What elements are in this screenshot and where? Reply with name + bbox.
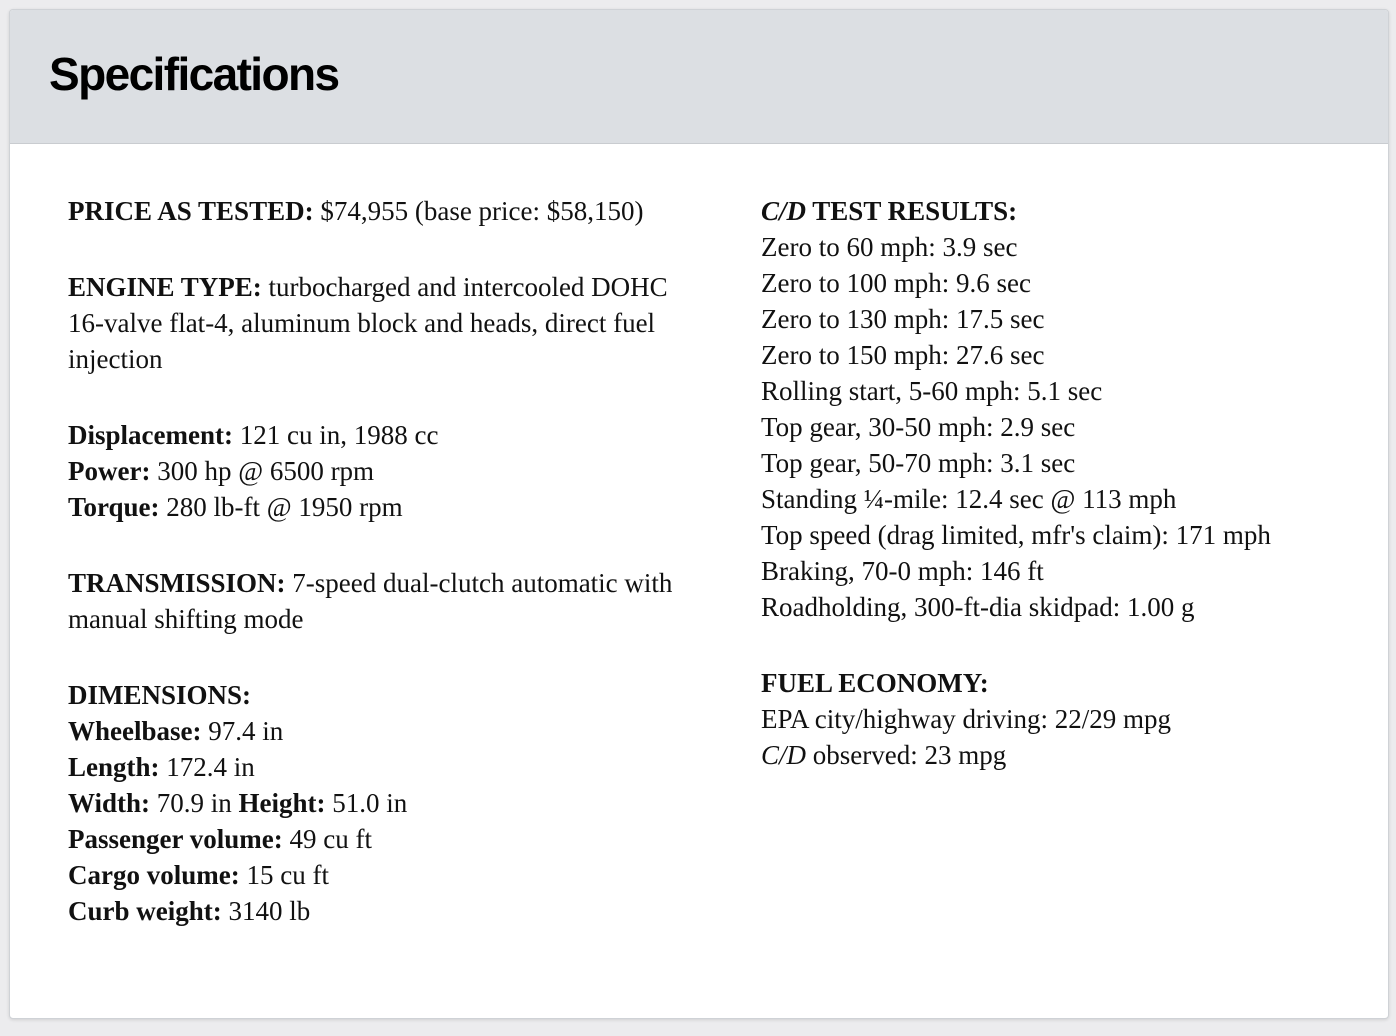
transmission-spec: [68, 565, 708, 637]
test-result-item: Zero to 100 mph: 9.6 sec: [761, 268, 1031, 298]
price-label: PRICE AS TESTED:: [68, 196, 314, 226]
curb-weight-value: 3140 lb: [228, 896, 311, 926]
passenger-volume-spec: [68, 821, 708, 857]
test-result-item: Zero to 150 mph: 27.6 sec: [761, 340, 1045, 370]
power-value: 300 hp @ 6500 rpm: [157, 456, 375, 486]
test-result-item: Braking, 70-0 mph: 146 ft: [761, 556, 1044, 586]
dimensions-spec: [68, 677, 708, 929]
test-result-item: Roadholding, 300-ft-dia skidpad: 1.00 g: [761, 592, 1195, 622]
power-label: Power:: [68, 456, 151, 486]
observed-fuel-economy: [761, 737, 1381, 773]
cargo-volume-value: 15 cu ft: [246, 860, 329, 890]
dimensions-label: [68, 677, 708, 713]
power-spec: [68, 453, 708, 489]
width-value: 70.9 in: [156, 788, 232, 818]
test-results-label: TEST RESULTS:: [812, 196, 1018, 226]
specifications-card: [9, 9, 1389, 1019]
engine-label: ENGINE TYPE:: [68, 272, 262, 302]
cargo-volume-spec: [68, 857, 708, 893]
test-result-item: Top gear, 30-50 mph: 2.9 sec: [761, 412, 1076, 442]
torque-label: Torque:: [68, 492, 160, 522]
test-result-item: Rolling start, 5-60 mph: 5.1 sec: [761, 376, 1103, 406]
epa-fuel-economy: EPA city/highway driving: 22/29 mpg: [761, 704, 1172, 734]
wheelbase-label: Wheelbase:: [68, 716, 202, 746]
dimensions-heading: DIMENSIONS:: [68, 680, 252, 710]
wheelbase-spec: [68, 713, 708, 749]
price-value: $74,955 (base price: $58,150): [320, 196, 644, 226]
test-result-item: Standing ¼-mile: 12.4 sec @ 113 mph: [761, 484, 1177, 514]
height-label: Height:: [238, 788, 326, 818]
length-value: 172.4 in: [166, 752, 255, 782]
passenger-volume-label: Passenger volume:: [68, 824, 283, 854]
page-title: Specifications: [49, 48, 339, 100]
displacement-value: 121 cu in, 1988 cc: [239, 420, 439, 450]
observed-value: observed: 23 mpg: [812, 740, 1007, 770]
test-results-spec: [761, 193, 1381, 625]
passenger-volume-value: 49 cu ft: [289, 824, 372, 854]
test-results-heading: [761, 193, 1381, 229]
height-value: 51.0 in: [332, 788, 408, 818]
price-spec: [68, 193, 708, 229]
specs-left-column: [68, 193, 708, 969]
test-result-item: Top speed (drag limited, mfr's claim): 171 mph: [761, 520, 1271, 550]
fuel-economy-label: FUEL ECONOMY:: [761, 668, 989, 698]
specs-right-column: [761, 193, 1381, 813]
cargo-volume-label: Cargo volume:: [68, 860, 240, 890]
wheelbase-value: 97.4 in: [208, 716, 284, 746]
fuel-economy-heading: [761, 665, 1381, 701]
engine-spec: [68, 269, 708, 377]
torque-spec: [68, 489, 708, 525]
width-label: Width:: [68, 788, 151, 818]
width-height-spec: [68, 785, 708, 821]
transmission-value: 7-speed dual-clutch automatic with manual shifting mode: [68, 568, 673, 634]
test-result-item: Zero to 130 mph: 17.5 sec: [761, 304, 1045, 334]
engine-output-specs: [68, 417, 708, 525]
displacement-spec: [68, 417, 708, 453]
length-label: Length:: [68, 752, 160, 782]
engine-value: turbocharged and intercooled DOHC 16-valve flat-4, aluminum block and heads, direct fuel injection: [68, 272, 668, 374]
test-results-cd: C/D: [761, 196, 807, 226]
observed-cd: C/D: [761, 740, 807, 770]
test-result-item: Zero to 60 mph: 3.9 sec: [761, 232, 1018, 262]
curb-weight-label: Curb weight:: [68, 896, 222, 926]
displacement-label: Displacement:: [68, 420, 233, 450]
card-header: [10, 10, 1388, 144]
torque-value: 280 lb-ft @ 1950 rpm: [166, 492, 403, 522]
curb-weight-spec: [68, 893, 708, 929]
test-result-item: Top gear, 50-70 mph: 3.1 sec: [761, 448, 1076, 478]
length-spec: [68, 749, 708, 785]
fuel-economy-spec: [761, 665, 1381, 773]
transmission-label: TRANSMISSION:: [68, 568, 286, 598]
